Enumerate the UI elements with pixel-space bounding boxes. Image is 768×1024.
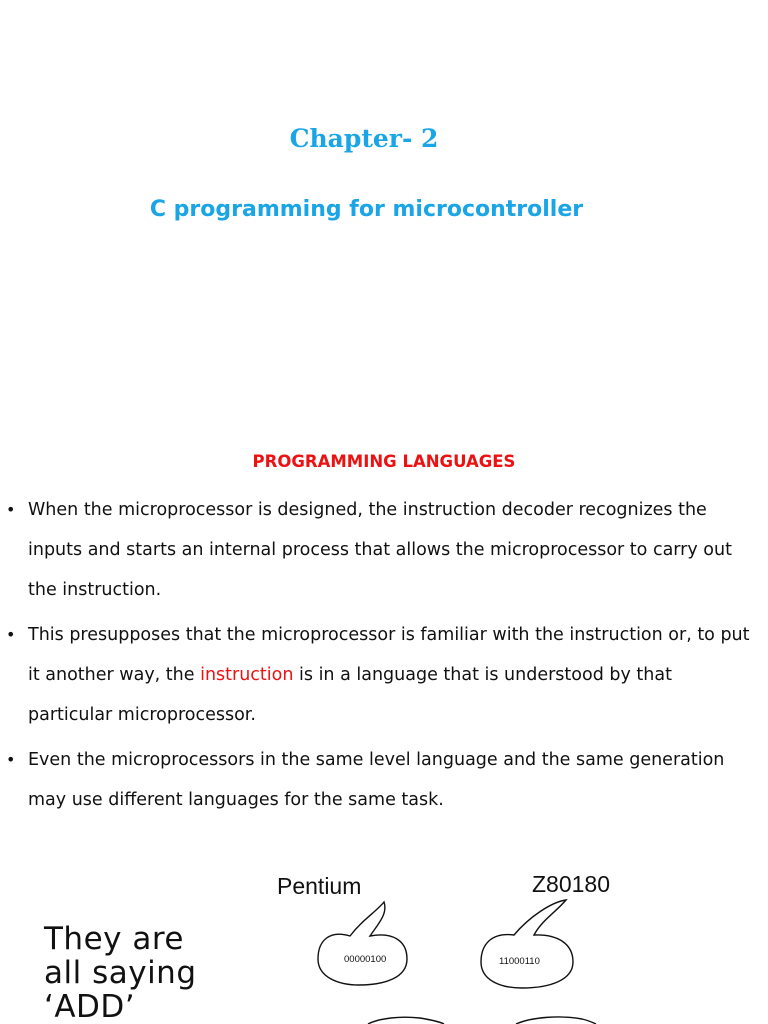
highlighted-term: instruction [200, 665, 294, 685]
chapter-subtitle: C programming for microcontroller [149, 197, 584, 222]
bullet-item [0, 490, 768, 610]
bullet-dot-icon: • [6, 750, 16, 769]
opcode-z80180: 11000110 [499, 956, 540, 967]
bullet-text: Even the microprocessors in the same level language and the same generation may use different languages for the same task. [28, 750, 725, 810]
section-heading: PROGRAMMING LANGUAGES [252, 452, 516, 471]
opcode-pentium: 00000100 [344, 954, 387, 965]
speech-bubble-partial-left [368, 1017, 444, 1024]
speech-bubble-pentium [318, 902, 407, 985]
bullet-item [0, 740, 768, 820]
chapter-title: Chapter- 2 [289, 124, 439, 153]
bullet-text-before: This presupposes that the microprocessor is familiar with the instruction or, to put it another way, the [28, 625, 750, 685]
processor-label-z80180: Z80180 [532, 871, 611, 897]
bullet-list [0, 490, 768, 825]
figure-caption: They are all saying ‘ADD’ [44, 921, 197, 1024]
bullet-item [0, 615, 768, 735]
bullet-dot-icon: • [6, 500, 16, 519]
bullet-text-after: is in a language that is understood by that particular microprocessor. [28, 665, 672, 725]
speech-bubble-z80180 [481, 900, 573, 988]
bullet-dot-icon: • [6, 625, 16, 644]
processor-illustration [0, 860, 768, 1024]
bullet-text: When the microprocessor is designed, the instruction decoder recognizes the inputs and starts an internal process that allows the microprocessor to carry out the instruction. [28, 500, 732, 600]
processor-label-pentium: Pentium [277, 873, 362, 899]
speech-bubble-partial-right [516, 1017, 596, 1024]
